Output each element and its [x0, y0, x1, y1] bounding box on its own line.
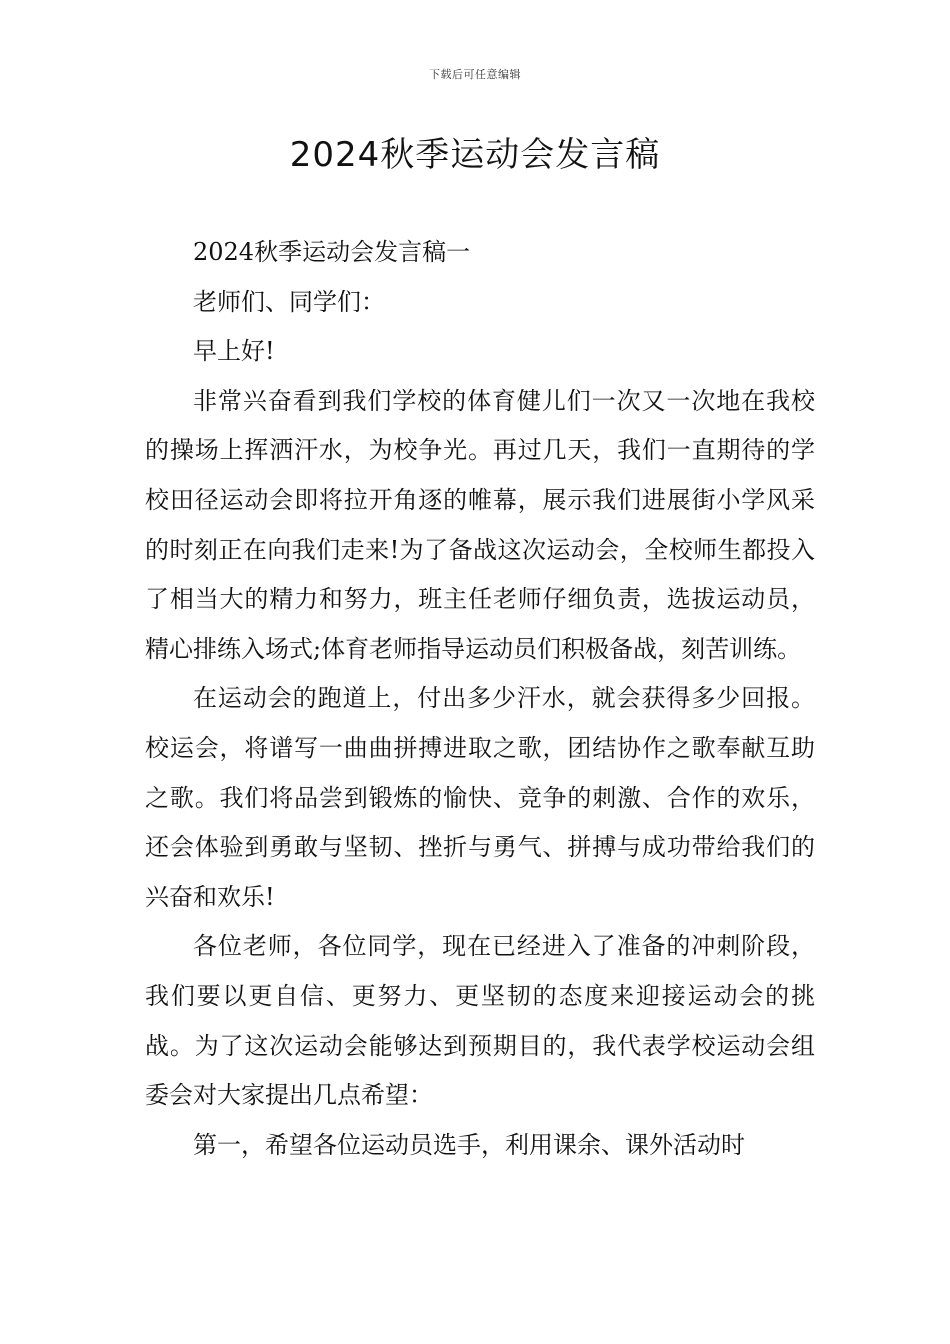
section-subtitle: 2024秋季运动会发言稿一 [193, 238, 471, 266]
paragraph: 各位老师，各位同学，现在已经进入了准备的冲刺阶段，我们要以更自信、更努力、更坚韧的态度来迎接运动会的挑战。为了这次运动会能够达到预期目的，我代表学校运动会组委会对大家提出几点希望： [145, 932, 815, 1110]
paragraph: 非常兴奋看到我们学校的体育健儿们一次又一次地在我校的操场上挥洒汗水，为校争光。再过几天，我们一直期待的学校田径运动会即将拉开角逐的帷幕，展示我们进展街小学风采的时刻正在向我们走来!为了备战这次运动会，全校师生都投入了相当大的精力和努力，班主任老师仔细负责，选拔运动员，精心排练入场式;体育老师指导运动员们积极备战，刻苦训练。 [145, 386, 815, 663]
greeting: 老师们、同学们： [193, 287, 385, 316]
document-body [145, 228, 815, 1170]
document-title: 2024秋季运动会发言稿 [289, 135, 661, 175]
paragraph: 在运动会的跑道上，付出多少汗水，就会获得多少回报。校运会，将谱写一曲曲拼搏进取之歌，团结协作之歌奉献互助之歌。我们将品尝到锻炼的愉快、竞争的刺激、合作的欢乐，还会体验到勇敢与坚韧、挫折与勇气、拼搏与成功带给我们的兴奋和欢乐! [145, 684, 815, 911]
paragraph: 第一，希望各位运动员选手，利用课余、课外活动时 [193, 1130, 745, 1159]
salutation: 早上好! [193, 337, 275, 366]
header-note: 下载后可任意编辑 [429, 68, 521, 81]
